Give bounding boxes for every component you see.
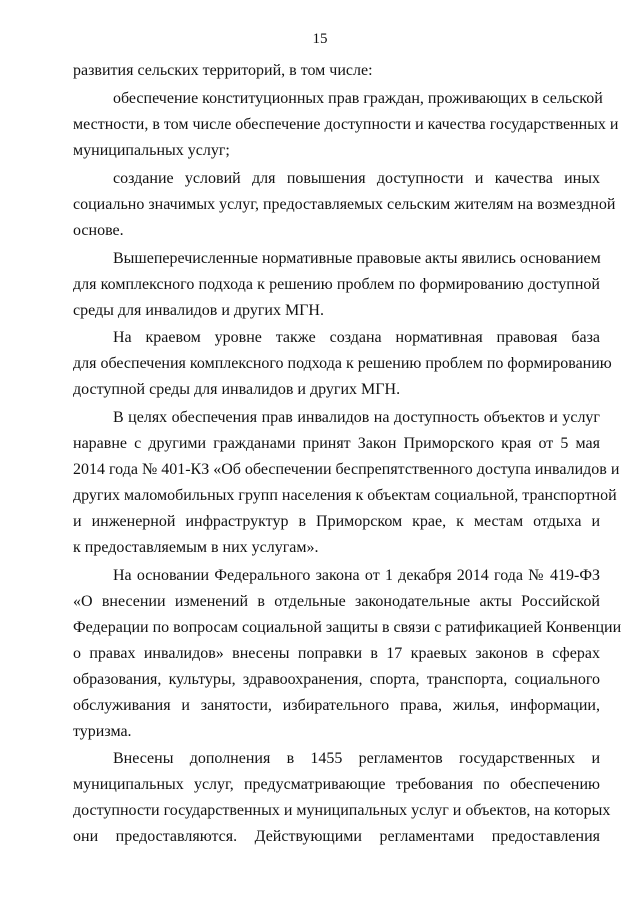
text-line: основе. — [73, 222, 124, 239]
text-line: наравне с другими гражданами принят Закон Приморского края от 5 мая — [73, 435, 600, 452]
text-line: На краевом уровне также создана нормативная правовая база — [113, 329, 600, 346]
text-line: туризма. — [73, 723, 132, 740]
text-line: социально значимых услуг, предоставляемых сельским жителям на возмездной — [73, 196, 616, 213]
text-line: доступной среды для инвалидов и других МГН. — [73, 381, 401, 398]
text-line: «О внесении изменений в отдельные законодательные акты Российской — [73, 593, 600, 610]
page-number: 15 — [312, 31, 328, 47]
text-line: доступности государственных и муниципальных услуг и объектов, на которых — [73, 802, 611, 819]
text-line: Внесены дополнения в 1455 регламентов государственных и — [113, 750, 600, 767]
text-line: образования, культуры, здравоохранения, спорта, транспорта, социального — [73, 671, 600, 688]
text-line: развития сельских территорий, в том числе: — [73, 62, 373, 79]
text-line: Федерации по вопросам социальной защиты в связи с ратификацией Конвенции — [73, 619, 622, 636]
text-line: создание условий для повышения доступности и качества иных — [113, 170, 600, 187]
text-line: На основании Федерального закона от 1 декабря 2014 года № 419-ФЗ — [113, 567, 600, 584]
text-line: муниципальных услуг, предусматривающие требования по обеспечению — [73, 776, 600, 793]
text-line: обеспечение конституционных прав граждан, проживающих в сельской — [113, 90, 603, 107]
text-line: В целях обеспечения прав инвалидов на доступность объектов и услуг — [113, 409, 600, 426]
text-line: для комплексного подхода к решению проблем по формированию доступной — [73, 276, 600, 293]
text-line: местности, в том числе обеспечение доступности и качества государственных и — [73, 116, 619, 133]
text-line: о правах инвалидов» внесены поправки в 17 краевых законов в сферах — [73, 645, 600, 662]
text-line: среды для инвалидов и других МГН. — [73, 302, 324, 319]
text-line: обслуживания и занятости, избирательного права, жилья, информации, — [73, 697, 600, 714]
text-line: к предоставляемым в них услугам». — [73, 539, 319, 556]
text-line: муниципальных услуг; — [73, 142, 230, 159]
text-line: других маломобильных групп населения к объектам социальной, транспортной — [73, 487, 617, 504]
text-line: для обеспечения комплексного подхода к решению проблем по формированию — [73, 355, 612, 372]
text-line: они предоставляются. Действующими регламентами предоставления — [73, 828, 600, 845]
text-line: Вышеперечисленные нормативные правовые акты явились основанием — [113, 250, 601, 267]
text-line: и инженерной инфраструктур в Приморском крае, к местам отдыха и — [73, 513, 600, 530]
text-line: 2014 года № 401-КЗ «Об обеспечении беспрепятственного доступа инвалидов и — [73, 461, 620, 478]
